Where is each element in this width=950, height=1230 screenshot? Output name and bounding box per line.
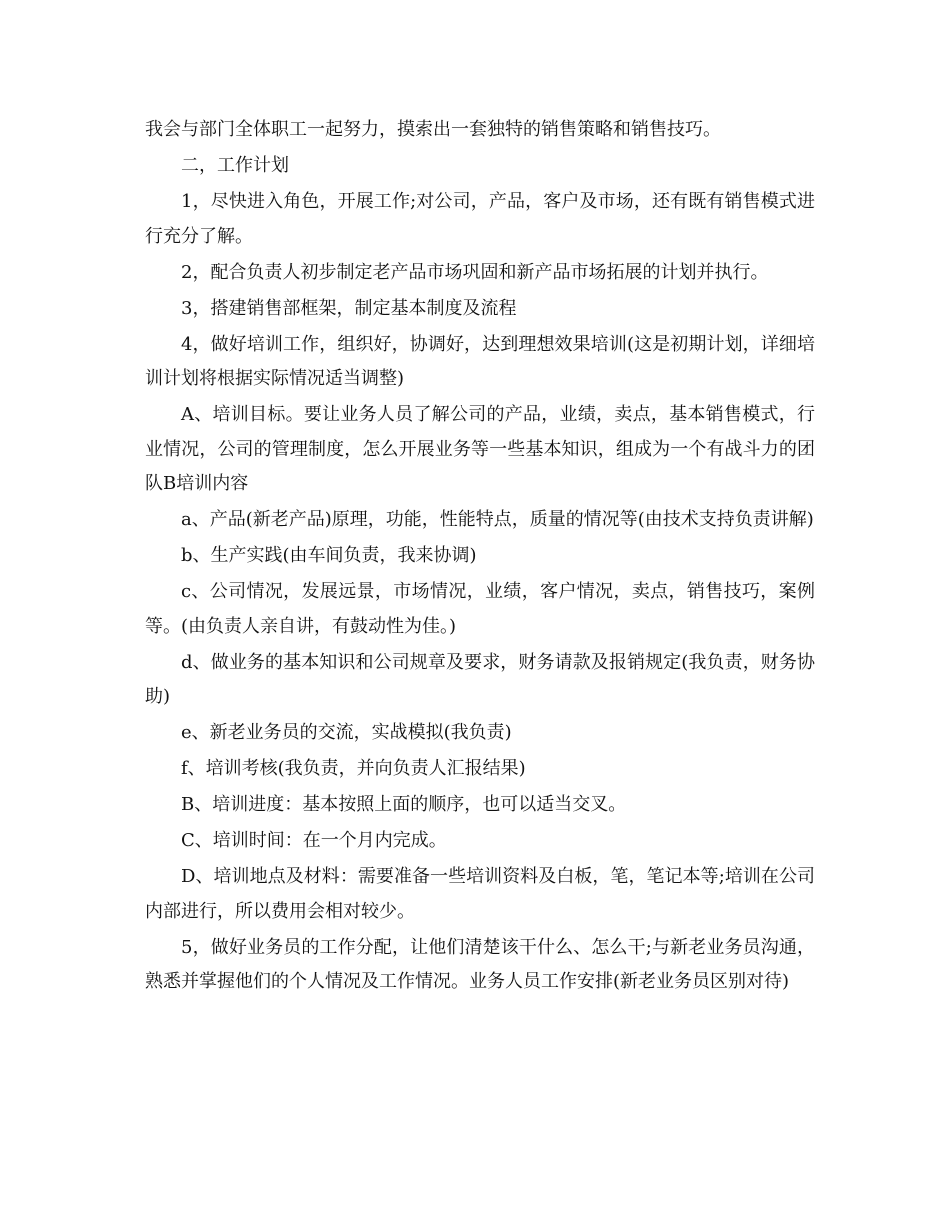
paragraph-training-time: C、培训时间：在一个月内完成。 [181,830,447,851]
paragraph-intro: 我会与部门全体职工一起努力，摸索出一套独特的销售策略和销售技巧。 [145,119,721,140]
paragraph-item-2: 2，配合负责人初步制定老产品市场巩固和新产品市场拓展的计划并执行。 [181,261,769,283]
paragraph-training-a: a、产品(新老产品)原理，功能，性能特点，质量的情况等(由技术支持负责讲解) [181,509,814,530]
paragraph-training-d: d、做业务的基本知识和公司规章及要求，财务请款及报销规定(我负责，财务协助) [145,651,815,707]
paragraph-item-4: 4，做好培训工作，组织好，协调好，达到理想效果培训(这是初期计划，详细培训计划将根据实际情况适当调整) [145,333,815,389]
paragraph-training-e: e、新老业务员的交流，实战模拟(我负责) [181,722,512,743]
document-page [145,113,815,1001]
paragraph-item-1: 1，尽快进入角色，开展工作;对公司，产品，客户及市场，还有既有销售模式进行充分了解。 [145,191,815,247]
section-heading-work-plan: 二，工作计划 [181,155,289,176]
paragraph-training-b: b、生产实践(由车间负责，我来协调) [181,545,477,566]
paragraph-training-progress: B、培训进度：基本按照上面的顺序，也可以适当交叉。 [181,794,627,815]
paragraph-training-c: c、公司情况，发展远景，市场情况，业绩，客户情况，卖点，销售技巧，案例等。(由负责人亲自讲，有鼓动性为佳。) [145,581,815,637]
paragraph-training-f: f、培训考核(我负责，并向负责人汇报结果) [181,758,526,779]
paragraph-item-3: 3，搭建销售部框架，制定基本制度及流程 [181,297,517,319]
paragraph-training-location: D、培训地点及材料：需要准备一些培训资料及白板，笔，笔记本等;培训在公司内部进行，所以费用会相对较少。 [145,866,815,922]
paragraph-training-goal: A、培训目标。要让业务人员了解公司的产品，业绩，卖点，基本销售模式，行业情况，公司的管理制度，怎么开展业务等一些基本知识，组成为一个有战斗力的团队B培训内容 [145,404,815,494]
paragraph-item-5: 5，做好业务员的工作分配，让他们清楚该干什么、怎么干;与新老业务员沟通，熟悉并掌握他们的个人情况及工作情况。业务人员工作安排(新老业务员区别对待) [145,936,815,992]
